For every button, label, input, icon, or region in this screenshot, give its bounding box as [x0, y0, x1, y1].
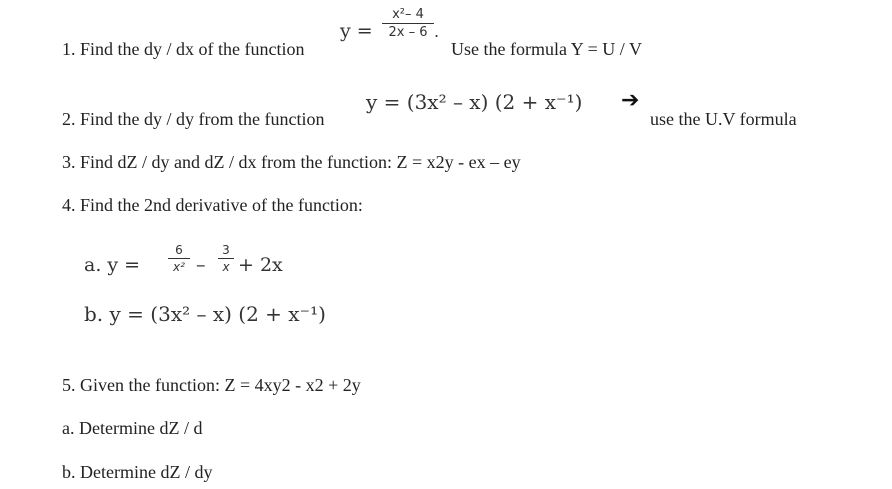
fraction-1-numerator: 6: [175, 243, 183, 257]
question-4a-fraction-1: [168, 244, 190, 273]
fraction-2-numerator: 3: [222, 243, 230, 257]
right-arrow-icon: ➔: [621, 88, 640, 113]
question-5b-text: b. Determine dZ / dy: [62, 462, 213, 482]
question-2-equation: y = (3x² – x) (2 + x⁻¹): [366, 90, 583, 114]
question-5a-text: a. Determine dZ / d: [62, 418, 203, 438]
question-1-formula: Use the formula Y = U / V: [451, 39, 642, 59]
question-4a-fraction-2: [218, 244, 234, 273]
question-4a-minus: –: [196, 254, 206, 276]
question-4a-tail: + 2x: [238, 254, 283, 276]
question-1-y-equals: y =: [340, 20, 373, 42]
question-1-denominator: 2x – 6: [388, 25, 428, 40]
question-5-text: 5. Given the function: Z = 4xy2 - x2 + 2y: [62, 375, 361, 395]
fraction-bar: [168, 258, 190, 259]
question-1-text: 1. Find the dy / dx of the function: [62, 39, 305, 59]
question-2-note: use the U.V formula: [650, 109, 797, 129]
question-4-text: 4. Find the 2nd derivative of the function:: [62, 195, 363, 215]
fraction-1-denominator: x²: [173, 260, 185, 274]
fraction-2-denominator: x: [222, 260, 230, 274]
fraction-bar: [382, 23, 434, 24]
question-1-dot: .: [434, 22, 440, 41]
fraction-bar: [218, 258, 234, 259]
question-2-text: 2. Find the dy / dy from the function: [62, 109, 325, 129]
question-1-fraction: [382, 8, 434, 39]
question-4a-prefix: a. y =: [84, 254, 141, 276]
question-3-text: 3. Find dZ / dy and dZ / dx from the function: Z = x2y - ex – ey: [62, 152, 521, 172]
question-1-numerator: x²– 4: [392, 7, 424, 22]
question-4b-equation: b. y = (3x² – x) (2 + x⁻¹): [84, 302, 326, 326]
